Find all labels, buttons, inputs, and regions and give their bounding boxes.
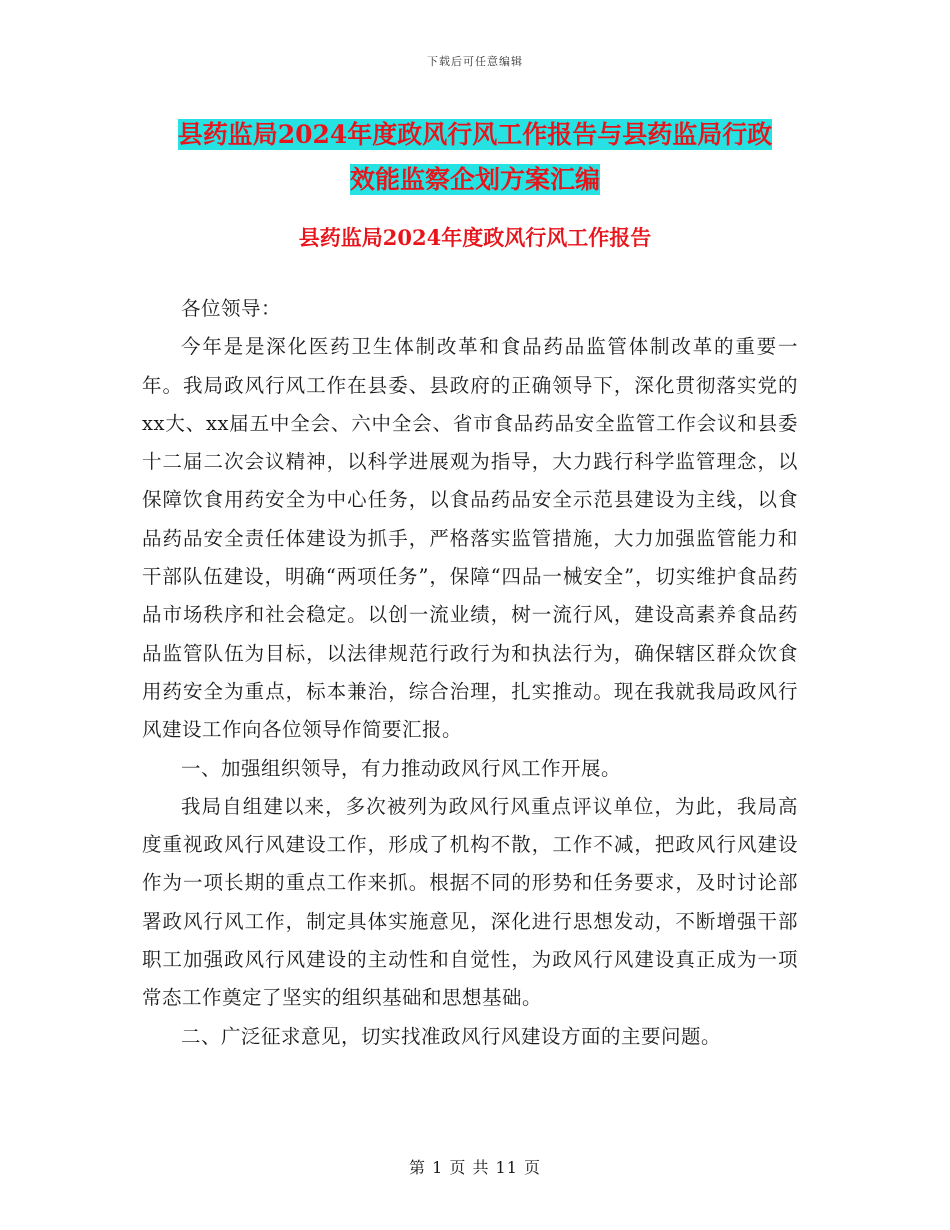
document-title-line-2: 效能监察企划方案汇编 [349,165,600,194]
section-title: 县药监局2024年度政风行风工作报告 [298,225,652,250]
header-note: 下载后可任意编辑 [427,55,523,68]
report-body [142,290,798,1056]
body-paragraph: 我局自组建以来，多次被列为政风行风重点评议单位，为此，我局高度重视政风行风建设工作，形成了机构不散，工作不减，把政风行风建设作为一项长期的重点工作来抓。根据不同的形势和任务要求，及时讨论部署政风行风工作，制定具体实施意见，深化进行思想发动，不断增强干部职工加强政风行风建设的主动性和自觉性，为政风行风建设真正成为一项常态工作奠定了坚实的组织基础和思想基础。 [142,794,798,1010]
section-heading: 一、加强组织领导，有力推动政风行风工作开展。 [181,756,622,780]
salutation: 各位领导： [181,297,282,320]
section-heading: 二、广泛征求意见，切实找准政风行风建设方面的主要问题。 [181,1024,722,1048]
document-title-line-1: 县药监局2024年度政风行风工作报告与县药监局行政 [177,120,773,149]
document-title [0,112,950,202]
page-footer: 第 1 页 共 11 页 [409,1158,541,1177]
body-paragraph: 今年是是深化医药卫生体制改革和食品药品监管体制改革的重要一年。我局政风行风工作在县委、县政府的正确领导下，深化贯彻落实党的xx大、xx届五中全会、六中全会、省市食品药品安全监管工作会议和县委十二届二次会议精神，以科学进展观为指导，大力践行科学监管理念，以保障饮食用药安全为中心任务，以食品药品安全示范县建设为主线，以食品药品安全责任体建设为抓手，严格落实监管措施，大力加强监管能力和干部队伍建设，明确“两项任务”，保障“四品一械安全”，切实维护食品药品市场秩序和社会稳定。以创一流业绩，树一流行风，建设高素养食品药品监管队伍为目标，以法律规范行政行为和执法行为，确保辖区群众饮食用药安全为重点，标本兼治，综合治理，扎实推动。现在我就我局政风行风建设工作向各位领导作简要汇报。 [142,335,798,742]
